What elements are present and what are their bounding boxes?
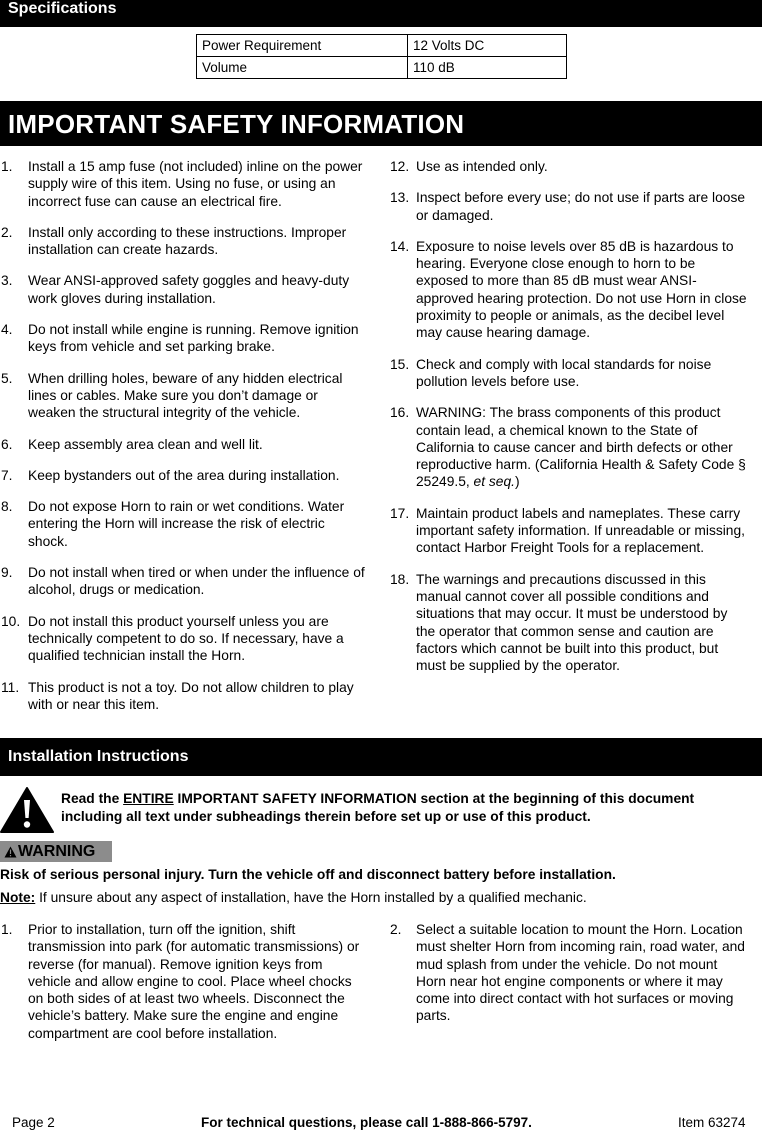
list-item (390, 921, 750, 1025)
list-item (1, 921, 365, 1042)
list-item (1, 436, 365, 453)
item-text: Check and comply with local standards for noise pollution levels before use. (416, 356, 712, 389)
item-text: Inspect before every use; do not use if parts are loose or damaged. (416, 190, 746, 223)
item-number: 16. (390, 405, 410, 421)
list-item (1, 467, 365, 484)
safety-list-right (390, 158, 750, 688)
list-item (390, 189, 750, 224)
item-text: Do not install while engine is running. Remove ignition keys from vehicle and set parking brake. (28, 322, 359, 355)
list-item (1, 272, 365, 307)
list-item (390, 571, 750, 675)
item-text: Select a suitable location to mount the Horn. Location must shelter Horn from incoming rain, road water, and mud splash from under the vehicle. Do not mount Horn near hot engine components or where it may come into direct contact with hot surfaces or moving parts. (416, 922, 745, 1024)
item-number: Item 63274 (678, 1115, 746, 1130)
list-item (390, 238, 750, 342)
item-text: Use as intended only. (416, 159, 548, 174)
list-item (1, 224, 365, 259)
item-tail: ) (514, 474, 520, 490)
item-text: Do not install when tired or when under the influence of alcohol, drugs or medication. (28, 565, 365, 598)
item-number: 6. (1, 436, 13, 452)
read-entire-notice (61, 790, 751, 826)
item-number: 1. (1, 159, 13, 174)
item-text: This product is not a toy. Do not allow children to play with or near this item. (28, 679, 354, 712)
list-item (390, 158, 750, 175)
item-text: When drilling holes, beware of any hidden electrical lines or cables. Make sure you don’t damage or weaken the structural integrity of the vehicle. (28, 370, 343, 421)
installation-steps-right (390, 921, 750, 1039)
notice-text: IMPORTANT SAFETY INFORMATION section at the beginning of this document including all text under subheadings therein before set up or use of this product. (61, 791, 695, 824)
item-text: Maintain product labels and nameplates. These carry important safety information. If unreadable or missing, contact Harbor Freight Tools for a replacement. (416, 505, 745, 556)
table-row (197, 35, 567, 57)
list-item (1, 498, 365, 550)
spec-value: 12 Volts DC (408, 35, 567, 57)
warning-triangle-icon (0, 786, 54, 834)
tech-support-line: For technical questions, please call 1-888-866-5797. (201, 1115, 532, 1130)
item-text: The warnings and precautions discussed in this manual cannot cover all possible conditions and situations that may occur. It must be understood by the operator that common sense and caution are factors which cannot be built into this product, but must be supplied by the operator. (416, 571, 728, 674)
installation-header: Installation Instructions (0, 738, 762, 776)
list-item (390, 356, 750, 391)
notice-text: Read the (61, 791, 124, 806)
spec-label: Volume (197, 57, 408, 79)
item-text: Prior to installation, turn off the ignition, shift transmission into park (for automatic transmissions) or reverse (for manual). Remove ignition keys from vehicle and allow engine to cool. Place wheel chocks on both sides of at least two wheels. Disconnect the vehicle’s battery. Make sure the engine and engine compartment are cool before installation. (28, 922, 360, 1041)
item-number: 5. (1, 370, 13, 386)
item-number: 4. (1, 322, 13, 338)
list-item (1, 679, 365, 714)
item-number: 15. (390, 356, 410, 372)
item-number: 3. (1, 273, 13, 289)
specifications-table (196, 34, 567, 79)
item-text: Do not expose Horn to rain or wet conditions. Water entering the Horn will increase the risk of electric shock. (28, 499, 345, 549)
item-number: 10. (1, 613, 21, 629)
item-number: 2. (390, 922, 402, 937)
item-number: 8. (1, 499, 13, 515)
table-row (197, 57, 567, 79)
item-italic: et seq. (473, 474, 515, 490)
item-number: 1. (1, 922, 13, 937)
list-item (1, 613, 365, 665)
spec-label: Power Requirement (197, 35, 408, 57)
list-item (1, 158, 365, 210)
item-number: 12. (390, 159, 410, 174)
item-text: Keep bystanders out of the area during installation. (28, 467, 340, 483)
item-text: Wear ANSI-approved safety goggles and heavy-duty work gloves during installation. (28, 273, 350, 306)
item-number: 11. (1, 679, 20, 695)
item-number: 7. (1, 467, 13, 483)
item-text: Keep assembly area clean and well lit. (28, 436, 263, 452)
item-text: Install a 15 amp fuse (not included) inline on the power supply wire of this item. Using no fuse, or using an incorrect fuse can cause an electrical fire. (28, 159, 363, 209)
item-text: Exposure to noise levels over 85 dB is hazardous to hearing. Everyone close enough to horn to be exposed to more than 85 dB must wear ANSI-approved hearing protection. Do not use Horn in close proximity to people or animals, as the decibel level may cause hearing damage. (416, 238, 747, 341)
item-number: 14. (390, 238, 410, 254)
item-number: 9. (1, 565, 13, 581)
warning-label: WARNING (18, 843, 96, 860)
safety-list-left (1, 158, 365, 727)
note-text: If unsure about any aspect of installation, have the Horn installed by a qualified mechanic. (35, 890, 587, 905)
installation-steps-left (1, 921, 365, 1056)
notice-emphasis: ENTIRE (123, 791, 174, 806)
spec-value: 110 dB (408, 57, 567, 79)
risk-statement: Risk of serious personal injury. Turn the vehicle off and disconnect battery before installation. (0, 867, 616, 882)
page-number: Page 2 (12, 1115, 55, 1130)
warning-small-icon (4, 846, 17, 858)
item-text: Install only according to these instructions. Improper installation can create hazards. (28, 224, 347, 258)
item-number: 18. (390, 571, 410, 587)
note-label: Note: (0, 890, 36, 905)
list-item (1, 321, 365, 356)
item-number: 13. (390, 190, 410, 206)
note-statement (0, 889, 762, 906)
item-text: Do not install this product yourself unless you are technically competent to do so. If necessary, have a qualified technician install the Horn. (28, 613, 344, 664)
safety-information-header: IMPORTANT SAFETY INFORMATION (0, 101, 762, 146)
item-number: 17. (390, 505, 410, 521)
list-item (390, 404, 750, 490)
list-item (1, 564, 365, 599)
specifications-header: Specifications (0, 0, 762, 27)
warning-badge (0, 841, 112, 862)
list-item (1, 370, 365, 422)
item-number: 2. (1, 224, 13, 240)
list-item (390, 505, 750, 557)
item-text: WARNING: The brass components of this product contain lead, a chemical known to the State of California to cause cancer and birth defects or other reproductive harm. (California Health & Safety Code § 25249.5, (416, 405, 746, 490)
